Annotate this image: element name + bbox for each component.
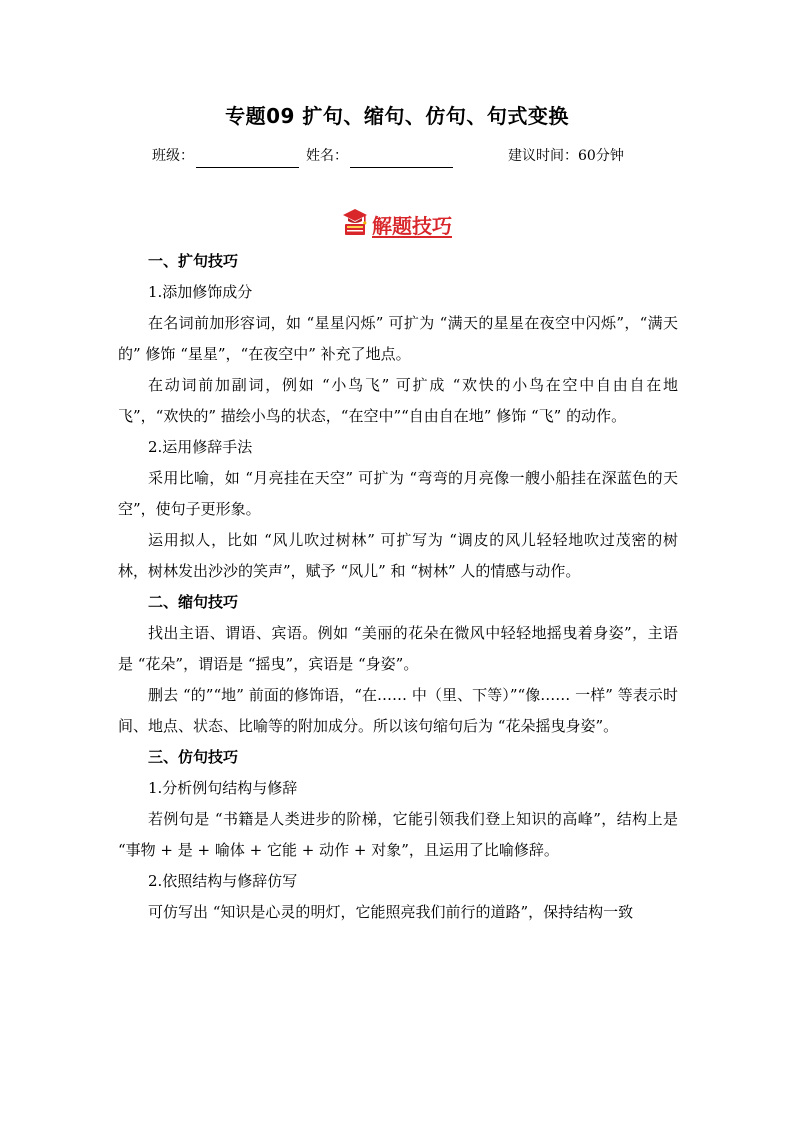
- paragraph: 找出主语、谓语、宾语。例如 “美丽的花朵在微风中轻轻地摇曳着身姿”，主语是 “花朵”，谓语是 “摇曳”，宾语是 “身姿”。: [118, 624, 678, 673]
- subheading: 1.添加修饰成分: [148, 283, 253, 301]
- paragraph: 可仿写出 “知识是心灵的明灯，它能照亮我们前行的道路”，保持结构一致: [148, 903, 634, 921]
- subheading: 1.分析例句结构与修辞: [148, 779, 298, 797]
- subheading: 2.依照结构与修辞仿写: [148, 872, 298, 890]
- paragraph: 若例句是 “书籍是人类进步的阶梯，它能引领我们登上知识的高峰”，结构上是 “事物 + 是 + 喻体 + 它能 + 动作 + 对象”，且运用了比喻修辞。: [118, 810, 678, 859]
- class-label: 班级：: [152, 148, 194, 164]
- section-heading-shrink: 二、缩句技巧: [148, 593, 239, 611]
- subheading: 2.运用修辞手法: [148, 438, 253, 456]
- paragraph: 采用比喻，如 “月亮挂在天空” 可扩为 “弯弯的月亮像一艘小船挂在深蓝色的天空”，使句子更形象。: [118, 469, 678, 518]
- name-label: 姓名：: [306, 148, 348, 164]
- paragraph: 运用拟人，比如 “风儿吹过树林” 可扩写为 “调皮的风儿轻轻地吹过茂密的树林，树林发出沙沙的笑声”，赋予 “风儿” 和 “树林” 人的情感与动作。: [118, 531, 678, 580]
- document-body: [118, 246, 678, 928]
- tips-banner: [0, 207, 794, 241]
- suggested-time: 建议时间：60分钟: [508, 148, 624, 164]
- section-heading-expand: 一、扩句技巧: [148, 252, 239, 270]
- paragraph: 删去 “的”“地” 前面的修饰语，“在…… 中（里、下等）”“像…… 一样” 等表示时间、地点、状态、比喻等的附加成分。所以该句缩句后为 “花朵摇曳身姿”。: [118, 686, 678, 735]
- class-field: [152, 144, 299, 168]
- banner-label: 解题技巧: [372, 213, 452, 238]
- page-title: 专题09 扩句、缩句、仿句、句式变换: [225, 104, 569, 128]
- graduation-cap-book-icon: [342, 207, 368, 241]
- name-field: [306, 144, 453, 168]
- section-heading-imitate: 三、仿句技巧: [148, 748, 239, 766]
- paragraph: 在动词前加副词，例如 “小鸟飞” 可扩成 “欢快的小鸟在空中自由自在地飞”，“欢快的” 描绘小鸟的状态，“在空中”“自由自在地” 修饰 “飞” 的动作。: [118, 376, 678, 425]
- name-blank: [350, 149, 453, 168]
- class-blank: [196, 149, 299, 168]
- paragraph: 在名词前加形容词，如 “星星闪烁” 可扩为 “满天的星星在夜空中闪烁”，“满天的” 修饰 “星星”，“在夜空中” 补充了地点。: [118, 314, 678, 363]
